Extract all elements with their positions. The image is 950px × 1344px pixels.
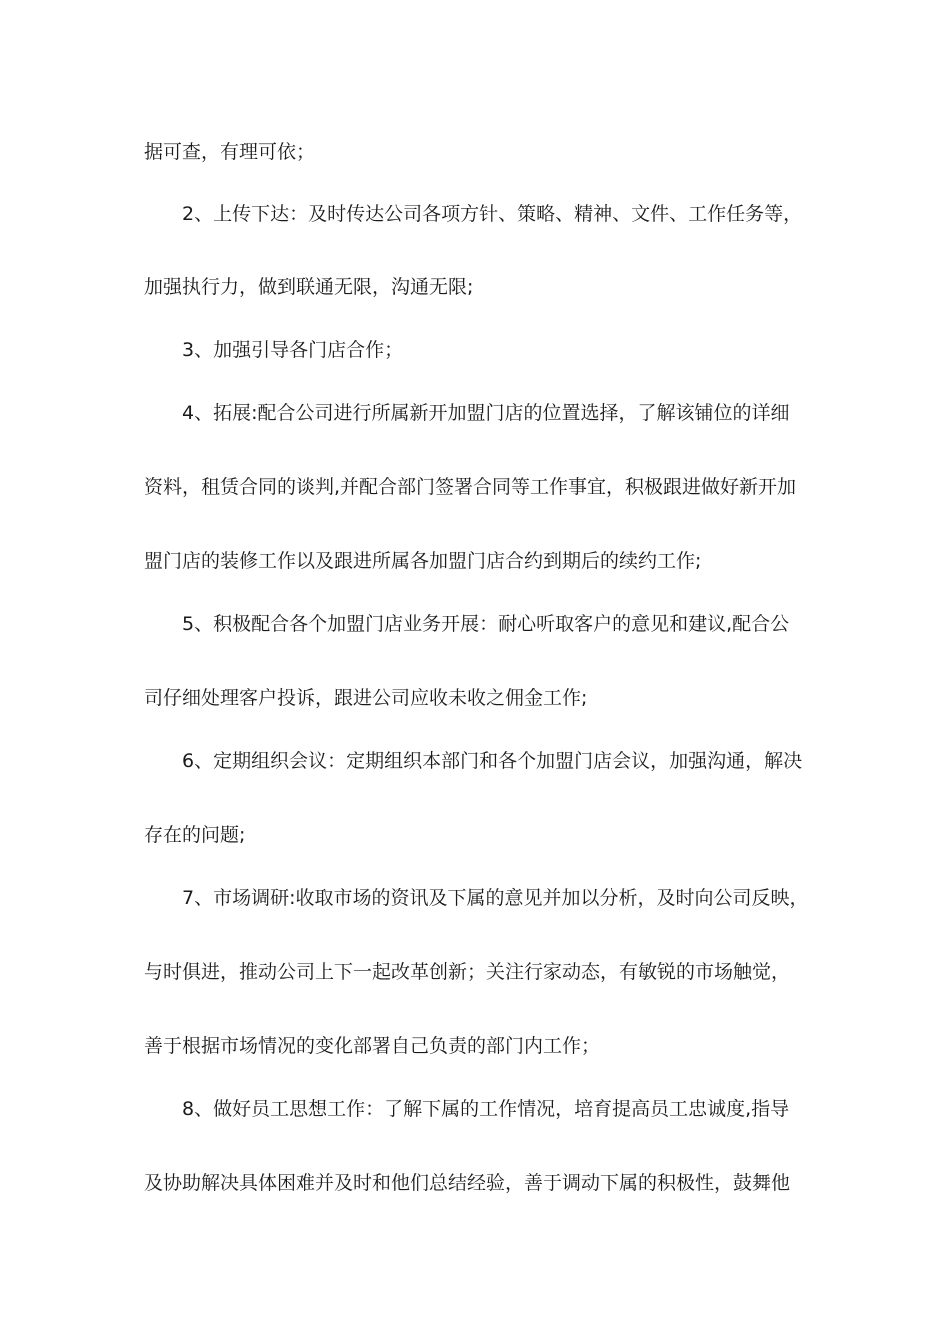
text-line-4: 3、加强引导各门店合作； (182, 339, 404, 361)
text-line-6: 资料，租赁合同的谈判,并配合部门签署合同等工作事宜，积极跟进做好新开加 (144, 476, 797, 498)
text-line-15: 8、做好员工思想工作：了解下属的工作情况，培育提高员工忠诚度,指导 (182, 1098, 790, 1120)
text-line-12: 7、市场调研:收取市场的资讯及下属的意见并加以分析，及时向公司反映， (182, 887, 809, 909)
text-line-3: 加强执行力，做到联通无限，沟通无限; (144, 276, 474, 298)
text-line-16: 及协助解决具体困难并及时和他们总结经验，善于调动下属的积极性，鼓舞他 (144, 1172, 791, 1194)
text-line-11: 存在的问题; (144, 824, 246, 846)
text-line-10: 6、定期组织会议：定期组织本部门和各个加盟门店会议，加强沟通，解决 (182, 750, 803, 772)
text-line-14: 善于根据市场情况的变化部署自己负责的部门内工作； (144, 1035, 601, 1057)
text-line-13: 与时俱进，推动公司上下一起改革创新；关注行家动态，有敏锐的市场触觉， (144, 961, 791, 983)
text-line-9: 司仔细处理客户投诉，跟进公司应收未收之佣金工作; (144, 687, 588, 709)
text-line-2: 2、上传下达：及时传达公司各项方针、策略、精神、文件、工作任务等， (182, 203, 803, 225)
text-line-5: 4、拓展:配合公司进行所属新开加盟门店的位置选择，了解该铺位的详细 (182, 402, 790, 424)
text-line-8: 5、积极配合各个加盟门店业务开展：耐心听取客户的意见和建议,配合公 (182, 613, 790, 635)
text-line-7: 盟门店的装修工作以及跟进所属各加盟门店合约到期后的续约工作; (144, 550, 702, 572)
text-line-1: 据可查，有理可依； (144, 141, 316, 163)
